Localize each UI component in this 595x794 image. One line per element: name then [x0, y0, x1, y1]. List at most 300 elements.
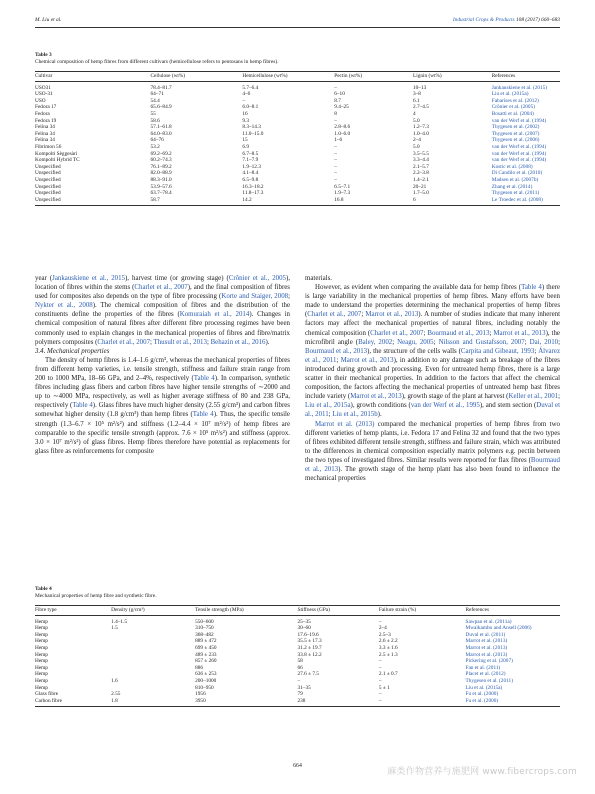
table3-col-cultivar: Cultivar [35, 72, 151, 82]
table-cell: – [334, 143, 337, 150]
citation-link[interactable]: Marrot et al. (2013) [315, 420, 375, 428]
table-cell: – [334, 176, 337, 183]
table3-col-cellulose: Cellulose (wt%) [151, 72, 243, 82]
table-cell: 1.4–2.1 [413, 176, 429, 183]
table-cell: 6.1 [413, 97, 420, 104]
table-cell: 8 [334, 110, 337, 117]
table-cell: 8.7 [334, 97, 341, 104]
header-rule [35, 27, 560, 28]
table-cell: 58 [297, 658, 303, 665]
table-row [35, 691, 560, 698]
citation-link[interactable]: Bourmaud et al., 2013 [305, 456, 560, 473]
table-cell: 2.7–4.5 [413, 104, 429, 111]
table-cell: 10–13 [413, 84, 427, 91]
body-text: ), the structure of the cells walls ( [367, 347, 461, 355]
journal-link[interactable]: Industrial Crops & Products [452, 17, 515, 23]
body-text: ; [423, 329, 428, 337]
body-text: ). The growth stage of the hemp plant has also been found to influence the mechanical properties [305, 465, 560, 483]
table3-caption-text: Chemical composition of hemp fibres from different cultivars (hemicellulose refers to pentosans in hemp fibres). [35, 58, 279, 65]
citation-link[interactable]: Table 4 [72, 402, 93, 410]
body-text: ) there is large variability in the mechanical properties of hemp fibres. Many efforts have been made to understand the properties determining the mechanical properties of hemp fibres ( [305, 284, 560, 319]
table-cell: 15 [242, 137, 248, 144]
citation-link[interactable]: Jankauskiene et al., 2015 [52, 275, 125, 282]
body-text: ). [377, 411, 382, 419]
right-paragraph-1 [305, 283, 560, 419]
reference-link[interactable]: van der Werf et al. (1994) [491, 150, 547, 157]
table-cell: 2.1 ± 0.7 [378, 671, 398, 678]
body-text: ). The chemical composition of fibres and the distribution of the constituents define the properties of the fibres ( [35, 302, 290, 319]
table-cell: Fedora [35, 110, 50, 117]
table-cell: 1.0–6.0 [334, 130, 351, 137]
table3-body [35, 81, 560, 206]
table-cell: 16.3–18.2 [242, 183, 264, 190]
body-text: materials. [305, 275, 332, 282]
body-text: ; [392, 338, 398, 346]
reference-link[interactable]: Kostic et al. (2008) [491, 163, 533, 170]
table-row [35, 638, 560, 645]
reference-link[interactable]: van der Werf et al. (1994) [491, 157, 547, 164]
citation-link[interactable]: Charlet et al., 2007 [307, 311, 362, 319]
table-cell [111, 658, 195, 665]
table-cell: 6 [413, 197, 492, 206]
table-cell: 6.9 [242, 143, 249, 150]
citation-link[interactable]: Thusult et al., 2013 [153, 338, 207, 346]
reference-link[interactable]: Duval et al. (2011) [465, 631, 506, 638]
citation-link[interactable]: Marrot et al., 2013 [350, 393, 402, 401]
table-cell: Hemp [35, 658, 48, 665]
table-cell: 30–60 [297, 625, 311, 632]
table-cell: 1.7–5.0 [413, 190, 429, 197]
table-cell [111, 645, 195, 652]
table-cell: – [379, 698, 466, 707]
citation-link[interactable]: Liu et al., 2015a [305, 402, 351, 410]
body-text: ), the microfibril angle ( [305, 329, 560, 346]
left-column [35, 274, 290, 456]
table-cell: 33.8 ± 12.2 [297, 651, 322, 658]
body-text: ; [433, 338, 439, 346]
reference-link[interactable]: Marrot et al. (2013) [465, 651, 508, 658]
table3-col-references: References [492, 72, 560, 82]
table-row [35, 698, 560, 707]
reference-link[interactable]: van der Werf et al. (1994) [491, 117, 547, 124]
table-cell: Unspecified [35, 170, 61, 177]
table-cell: – [297, 677, 301, 684]
citation-link[interactable]: van der Werf et al., 1995 [410, 402, 480, 410]
table4-body [35, 615, 560, 707]
table4-col-tensile-strength: Tensile strength (MPa) [195, 606, 297, 616]
table-cell: 889 ± 472 [195, 638, 217, 645]
table-row [35, 625, 560, 632]
table3-col-hemicellulose: Hemicellulose (wt%) [242, 72, 334, 82]
table-cell: Hemp [35, 625, 48, 632]
table3 [35, 71, 560, 206]
right-paragraph-2 [305, 420, 560, 484]
table-cell: 4.1–8.4 [242, 170, 259, 177]
watermark: 麻类作物营养与施肥网 www.fibercrops.com [387, 767, 577, 777]
table-cell: Fibrimon 56 [35, 143, 62, 150]
table-cell: – [242, 97, 246, 104]
body-text: compared the mechanical properties of hemp fibres from two different varieties of hemp plants, i.e. Fedora 17 and Felina 32 and found that the two types of fibres exhibited different tensile strength, stiffness and failure strain, which was attributed to the differences in chemical composition especially matrix polymers e.g. pectin between the two types of investigated fibres. Similar results were reported for flax fibres ( [305, 420, 561, 464]
table-cell: 2.5 ± 1.3 [378, 651, 398, 658]
table4-col-fibre-type: Fibre type [35, 606, 111, 616]
table-cell: 1.4–1.5 [111, 618, 128, 625]
table-cell: 4–6 [242, 91, 251, 98]
table-row [35, 658, 560, 665]
table-cell: 78.4–81.7 [150, 84, 172, 91]
table-row [35, 164, 560, 171]
table4-header [35, 606, 560, 616]
table-cell: 69.2–69.2 [150, 150, 172, 157]
table-cell: 1.5 [111, 625, 118, 632]
table-cell: 6.5–7.1 [334, 183, 351, 190]
table-cell: 2.55 [111, 691, 121, 698]
table-row [35, 98, 560, 105]
table-cell: Fedora 19 [35, 117, 57, 124]
table-cell: Hemp [35, 651, 48, 658]
table-cell: – [378, 677, 382, 684]
table-row [35, 177, 560, 184]
table-cell: 6–10 [334, 91, 345, 98]
right-paragraph-0 [305, 274, 560, 283]
reference-link[interactable]: Placet et al. (2012) [465, 671, 506, 678]
table-cell: 2.2–3.8 [413, 170, 429, 177]
table-row [35, 124, 560, 131]
body-text: ; [558, 338, 561, 346]
table-cell: Glass fibre [35, 691, 59, 698]
left-paragraph-1 [35, 274, 290, 347]
running-head-journal [453, 17, 560, 23]
reference-link[interactable]: Jankauskiene et al. (2015) [491, 84, 548, 91]
reference-link[interactable]: Thygesen et al. (2011) [491, 190, 540, 197]
reference-link[interactable]: Thygesen et al. (2007) [491, 130, 540, 137]
table-cell: 5 ± 1 [378, 684, 390, 691]
table3-caption [35, 52, 560, 66]
body-text: ), and the final composition of fibres used for composites also depends on the type of fibre processing ( [35, 284, 290, 301]
table-cell: Unspecified [35, 163, 61, 170]
reference-link[interactable]: Madsen et al. (2007b) [491, 176, 539, 183]
table-cell: 9.4–25 [334, 104, 349, 111]
body-text: ), growth stage of the plant at harvest ( [401, 393, 509, 401]
table4-caption-text: Mechanical properties of hemp fibre and synthetic fibre. [35, 592, 157, 599]
table-cell: 35.5 ± 17.3 [297, 638, 322, 645]
running-head-authors: M. Liu et al. [35, 17, 62, 23]
reference-link[interactable]: Fabarises et al. (2012) [491, 97, 539, 104]
table-row [35, 137, 560, 144]
body-text: ; [558, 393, 561, 401]
citation-link[interactable]: Charlet et al., 2007 [134, 284, 188, 292]
table-cell: 76.1–89.2 [150, 163, 172, 170]
reference-link[interactable]: Fu et al. (2000) [465, 691, 499, 698]
table3-label: Table 3 [35, 52, 52, 58]
table-cell: 31–35 [297, 684, 311, 691]
table-cell: 3.5–5.5 [413, 150, 429, 157]
table-row [35, 170, 560, 177]
table-cell: – [334, 117, 337, 124]
table-cell: 1.0–4.0 [413, 130, 429, 137]
table-cell: 5.0 [413, 143, 420, 150]
table3-col-pectin: Pectin (wt%) [334, 72, 413, 82]
citation-link[interactable]: Table 4 [193, 375, 215, 383]
citation-link[interactable]: Nilsson and Gustafsson, 2007 [438, 338, 525, 346]
citation-link[interactable]: Marrot et al., 2013 [340, 356, 394, 364]
table-cell: 63.7–78.4 [150, 190, 172, 197]
table-cell: Hemp [35, 684, 48, 691]
table-row [35, 197, 560, 206]
reference-link[interactable]: Di Candilo et al. (2010) [491, 170, 543, 177]
table-cell: 6.5–9.8 [242, 176, 259, 183]
table-cell: 88.3–91.0 [150, 176, 172, 183]
citation-link[interactable]: Álvarez et al., 2011 [305, 347, 561, 364]
table-cell: Kompolti Sèggesàri [35, 150, 78, 157]
table-cell [111, 638, 195, 645]
body-text: ; [336, 356, 341, 364]
table4-col-references: References [466, 606, 561, 616]
reference-link[interactable]: van der Werf et al. (1994) [491, 143, 547, 150]
table-row [35, 645, 560, 652]
table-row [35, 678, 560, 685]
table-cell: 857 ± 260 [195, 658, 217, 665]
body-text: ). In comparison, synthetic fibres including glass fibers and carbon fibres have higher tensile strengths of ∼2000 and up to ∼4000 MPa, respectively, as well as higher average stiffness of 80 and 238 GPa, respectively ( [35, 375, 290, 410]
citation-link[interactable]: Crônier et al., 2005 [228, 275, 286, 282]
table-cell: 3950 [195, 698, 297, 707]
citation-link[interactable]: Dai, 2010 [529, 338, 559, 346]
reference-link[interactable]: Liu et al. (2015a) [465, 684, 503, 691]
citation-link[interactable]: Korte and Staiger, 2008 [221, 293, 289, 301]
left-paragraph-2 [35, 356, 290, 456]
table-cell: – [378, 691, 382, 698]
table-cell: 53.2 [150, 143, 160, 150]
reference-link[interactable]: Mwaikambo and Ansell (2006) [465, 625, 532, 632]
citation-link[interactable]: Table 4 [192, 411, 214, 419]
body-text: ; [524, 338, 530, 346]
running-head [35, 17, 560, 27]
table-cell [111, 685, 195, 692]
table-cell: 57.1–61.8 [150, 124, 172, 131]
table-row [35, 104, 560, 111]
table-cell: 699 ± 450 [195, 644, 217, 651]
table-cell: 64–76 [150, 137, 164, 144]
table-cell: 82.0–88.9 [150, 170, 172, 177]
table-cell: 53.9–57.6 [150, 183, 172, 190]
table4-label: Table 4 [35, 586, 52, 592]
table-row [35, 190, 560, 197]
body-text: ), in addition to any damage such as breakage of the fibres introduced during growth and processing. Even for untreated hemp fibres, there is a large scatter in their mechanical properties. In addition to the factors that affect the chemical composition, the factors affecting the mechanical properties of untreated hemp bast fibres include variety ( [305, 356, 560, 401]
table-cell: 27.6 ± 7.5 [297, 671, 319, 678]
table-cell: Hemp [35, 618, 48, 625]
table-cell: 886 [195, 664, 204, 671]
table-cell: Hemp [35, 664, 48, 671]
table-cell: Unspecified [35, 190, 61, 197]
body-text: ), location of fibres within the stems ( [35, 275, 291, 292]
table4-col-density: Density (g/cm³) [111, 606, 195, 616]
table-cell: 66 [297, 664, 303, 671]
body-text: ). Changes in chemical composition of natural fibres after different fibre processing regimes have been commonly used to explain changes in the mechanical properties of fibres and fibre/matrix polymers composites ( [35, 311, 290, 346]
reference-link[interactable]: Fan et al. (2011) [465, 664, 501, 671]
table-cell: USO-31 [35, 91, 53, 98]
reference-link[interactable]: Zhang et al. (2014) [491, 183, 533, 190]
table-row [35, 144, 560, 151]
table-cell: 17.6–19.6 [297, 631, 319, 638]
table-cell: Unspecified [35, 176, 61, 183]
reference-link[interactable]: Liu et al. (2015a) [491, 91, 529, 98]
section-heading-3-4: 3.4. Mechanical properties [35, 347, 110, 355]
table-cell: 3–8 [413, 91, 421, 98]
reference-link[interactable]: Bosatti et al. (2004) [491, 110, 534, 117]
table-cell: Fedora 17 [35, 104, 57, 111]
citation-link[interactable]: Baley, 2002 [358, 338, 393, 346]
table-row [35, 91, 560, 98]
citation-link[interactable]: Charlet et al., 2007 [370, 329, 424, 337]
table-cell: Kompolti Hybrid TC [35, 157, 80, 164]
citation-link[interactable]: Behazin et al., 2016 [210, 338, 266, 346]
table-row [35, 184, 560, 191]
table-cell [111, 665, 195, 672]
table-cell: 1–6 [334, 137, 343, 144]
table-cell: 11.0–15.0 [242, 130, 264, 137]
table-cell: 6.0–8.1 [242, 104, 259, 111]
citation-link[interactable]: Komuraiah et al., 2014 [179, 311, 250, 319]
table-cell: 31.2 ± 19.7 [297, 644, 322, 651]
reference-link[interactable]: Crônier et al. (2005) [491, 104, 535, 111]
table-cell: 1.9–12.3 [242, 163, 261, 170]
body-text: ), and stem section ( [479, 402, 537, 410]
table4-caption [35, 586, 560, 600]
table-cell: 14.2 [242, 197, 334, 206]
table-cell: 25–35 [297, 618, 311, 625]
table-cell: 550–600 [195, 618, 214, 625]
table-cell: – [378, 658, 382, 665]
table-cell: 11.8–17.3 [242, 190, 264, 197]
table-cell: Hemp [35, 677, 48, 684]
citation-link[interactable]: Duval et al., 2011 [305, 402, 560, 419]
table-cell: 1956 [195, 691, 206, 698]
table-cell: 200–1000 [195, 677, 217, 684]
body-text: ; [288, 293, 291, 301]
table-cell: 6.7–8.5 [242, 150, 259, 157]
reference-link[interactable]: Thygesen et al. (2006) [491, 137, 540, 144]
table-cell: 5.0 [413, 117, 420, 124]
table-cell: – [334, 150, 337, 157]
table-cell: Hemp [35, 644, 48, 651]
table-cell: Felina 34 [35, 124, 55, 131]
table-cell [111, 632, 195, 639]
reference-link[interactable]: Sawpan et al. (2011a) [465, 618, 512, 625]
table-cell: Felina 34 [35, 137, 55, 144]
table-cell: USO [35, 97, 46, 104]
table-cell: 238 [298, 698, 379, 707]
body-text: ). A number of studies indicate that many inherent factors may affect the mechanical properties of natural fibres, including notably the chemical composition ( [305, 311, 560, 337]
body-text: ; [534, 347, 539, 355]
right-column [305, 274, 560, 483]
citation-link[interactable]: Bourmaud et al., 2013 [427, 329, 490, 337]
body-text: ). Glass fibres have much higher density (2.55 g/cm³) and carbon fibres somewhat higher density (1.8 g/cm³) than hemp fibres ( [35, 402, 290, 419]
table-cell: Hemp [35, 631, 48, 638]
table-cell: 54.4 [150, 97, 160, 104]
table-cell: 1.8 [111, 698, 195, 707]
table-row [35, 118, 560, 125]
table-cell [111, 671, 195, 678]
table-cell: 2.1–5.7 [413, 163, 429, 170]
table-cell: 20–21 [413, 183, 427, 190]
body-text: ; [328, 411, 333, 419]
table-cell: 64.0–83.0 [150, 130, 172, 137]
table-cell: 2.8–8.6 [334, 124, 351, 131]
journal-volume: 108 (2017) 660–683 [515, 17, 560, 23]
table-cell [111, 652, 195, 659]
body-text: However, as evident when comparing the available data for hemp fibres ( [315, 284, 522, 292]
table-cell: 9.3 [242, 117, 249, 124]
body-text: year ( [35, 275, 53, 282]
table-cell: 2.6 ± 2.2 [378, 638, 398, 645]
table-cell: 368–482 [195, 631, 214, 638]
reference-link[interactable]: Marrot et al. (2013) [465, 638, 508, 645]
citation-link[interactable]: Carpita and Gibeaut, 1993 [460, 347, 535, 355]
reference-link[interactable]: Fu et al. (2000) [466, 698, 561, 707]
table-cell: 489 ± 233 [195, 651, 217, 658]
table-cell: Hemp [35, 638, 48, 645]
body-text: ; [489, 329, 494, 337]
body-text: ). Thus, the specific tensile strength (1.3–6.7 × 10⁵ m²/s²) and stiffness (1.2–4.4 × 10⁷ m²/s²) of hemp fibres are comparable to the specific tensile strength (approx. 7.6 × 10⁵ m²/s²) and stiffness (approx. 3.0 × 10⁷ m²/s²) of glass fibres. Hemp fibres therefore have potential as replacements for glass fibre as reinforcements for composite [35, 411, 290, 455]
reference-link[interactable]: Thygesen et al. (2002) [491, 124, 540, 131]
body-text: ; [361, 311, 366, 319]
table-cell: USO31 [35, 84, 51, 91]
table-cell: 5.7–6.4 [242, 84, 259, 91]
citation-link[interactable]: Marrot et al., 2013 [493, 329, 546, 337]
table-cell: 60.2–74.3 [150, 157, 172, 164]
table-cell: 2.5–3 [378, 631, 391, 638]
body-text: The density of hemp fibres is 1.4–1.6 g/cm³, whereas the mechanical properties of fibres from different hemp varieties, i.e. tensile strength, stiffness and failure strain range from 200 to 1000 MPa, 18–66 GPa, and 2–4%, respectively ( [35, 356, 290, 383]
reference-link[interactable]: Le Troedec et al. (2008) [492, 197, 560, 206]
table-cell: – [334, 84, 337, 91]
table-cell: 3.3–4.4 [413, 157, 429, 164]
reference-link[interactable]: Marrot et al. (2013) [465, 644, 508, 651]
table-cell: 79 [297, 691, 303, 698]
table-cell: 16 [242, 110, 248, 117]
table-row [35, 81, 560, 91]
citation-link[interactable]: Liu et al., 2015b [332, 411, 378, 419]
reference-link[interactable]: Thygesen et al. (2011) [465, 677, 513, 684]
citation-link[interactable]: Charlet et al., 2007 [97, 338, 151, 346]
table-row [35, 615, 560, 625]
table3-header [35, 72, 560, 82]
table-cell: – [378, 664, 382, 671]
body-text: ; [206, 338, 211, 346]
citation-link[interactable]: Table 4 [521, 284, 542, 292]
table-cell: 2–4 [413, 137, 421, 144]
table-cell: 64–71 [150, 91, 164, 98]
table4-col-failure-strain: Failure strain (%) [379, 606, 466, 616]
citation-link[interactable]: Keller et al., 2001 [508, 393, 559, 401]
body-text: ), growth conditions ( [350, 402, 411, 410]
table-cell: Hemp [35, 671, 48, 678]
citation-link[interactable]: Nykter et al., 2008 [35, 302, 93, 310]
citation-link[interactable]: Marrot et al., 2013 [365, 311, 419, 319]
table-cell: 58.7 [151, 197, 243, 206]
table-cell: – [334, 157, 337, 164]
table-cell: Unspecified [35, 197, 151, 206]
table-cell: – [334, 163, 337, 170]
reference-link[interactable]: Pickering et al. (2007) [465, 658, 513, 665]
table-cell: 810–950 [195, 684, 214, 691]
citation-link[interactable]: Neagu, 2005 [397, 338, 434, 346]
table-cell: 2–4 [378, 625, 387, 632]
table-cell: 1.9–7.3 [334, 190, 351, 197]
table-cell: 65.6–84.9 [150, 104, 172, 111]
table-cell: 16.8 [334, 197, 413, 206]
table-cell: 1.6 [111, 677, 118, 684]
citation-link[interactable]: Bourmaud et al., 2013 [305, 347, 368, 355]
table-cell: 1.2–7.3 [413, 124, 429, 131]
